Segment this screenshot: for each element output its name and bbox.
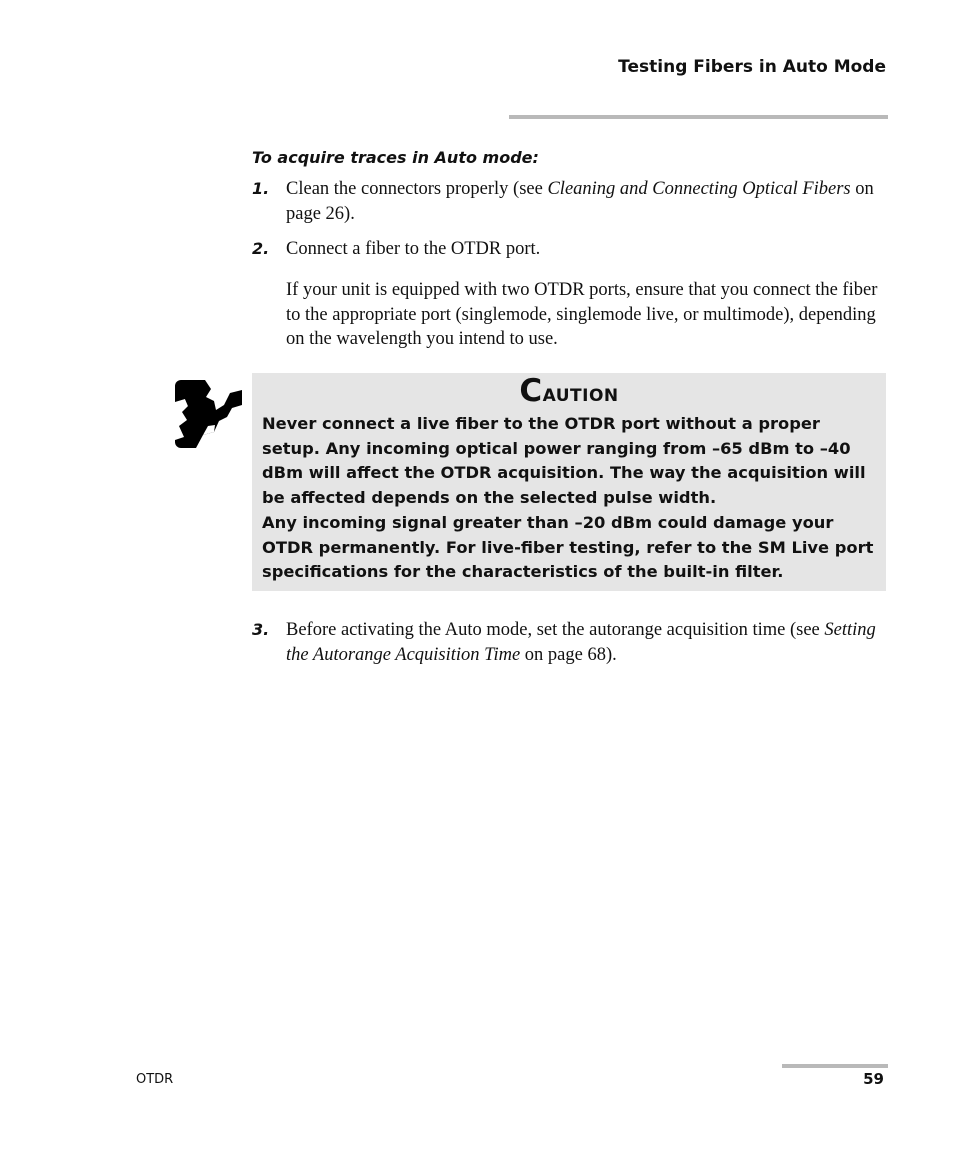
step-3-link[interactable]: Setting the Autorange Acquisition Time bbox=[286, 620, 876, 665]
step-number-2: 2. bbox=[252, 239, 270, 258]
step-2-text: Connect a fiber to the OTDR port. bbox=[286, 239, 541, 259]
step-3-text-before: Before activating the Auto mode, set the autorange acquisition time (see bbox=[286, 620, 825, 640]
running-header-title: Testing Fibers in Auto Mode bbox=[618, 57, 886, 77]
step-number-3: 3. bbox=[252, 620, 270, 639]
header-rule bbox=[509, 115, 888, 119]
caution-title-initial: C bbox=[519, 373, 543, 409]
step-3-text bbox=[286, 618, 886, 667]
procedure-heading: To acquire traces in Auto mode: bbox=[252, 148, 539, 167]
caution-title-rest: aution bbox=[542, 379, 619, 407]
step-1-link[interactable]: Cleaning and Connecting Optical Fibers bbox=[547, 179, 851, 199]
page-number: 59 bbox=[863, 1070, 884, 1088]
step-1-text-before: Clean the connectors properly (see bbox=[286, 179, 548, 199]
step-2-note: If your unit is equipped with two OTDR ports, ensure that you connect the fiber to the appropriate port (singlemode, singlemode live, or multimode), depending on the wavelength you intend to use. bbox=[286, 280, 878, 349]
step-1-text-after: on page 26). bbox=[286, 179, 874, 224]
footer-rule bbox=[782, 1064, 888, 1068]
caution-body bbox=[262, 412, 882, 585]
step-3-text-after: on page 68). bbox=[520, 644, 617, 665]
step-1-text bbox=[286, 177, 886, 226]
caution-box bbox=[252, 373, 886, 591]
step-number-1: 1. bbox=[252, 179, 270, 198]
caution-title bbox=[252, 373, 886, 411]
caution-hand-icon bbox=[175, 380, 242, 448]
caution-paragraph-2: Any incoming signal greater than –20 dBm could damage your OTDR permanently. For live-fiber testing, refer to the SM Live port specifications for the characteristics of the built-in filter. bbox=[262, 512, 874, 582]
caution-paragraph-1: Never connect a live fiber to the OTDR port without a proper setup. Any incoming optical power ranging from –65 dBm to –40 dBm will affect the OTDR acquisition. The way the acquisition will be affected depends on the selected pulse width. bbox=[262, 414, 866, 508]
footer-product-name: OTDR bbox=[136, 1072, 174, 1087]
